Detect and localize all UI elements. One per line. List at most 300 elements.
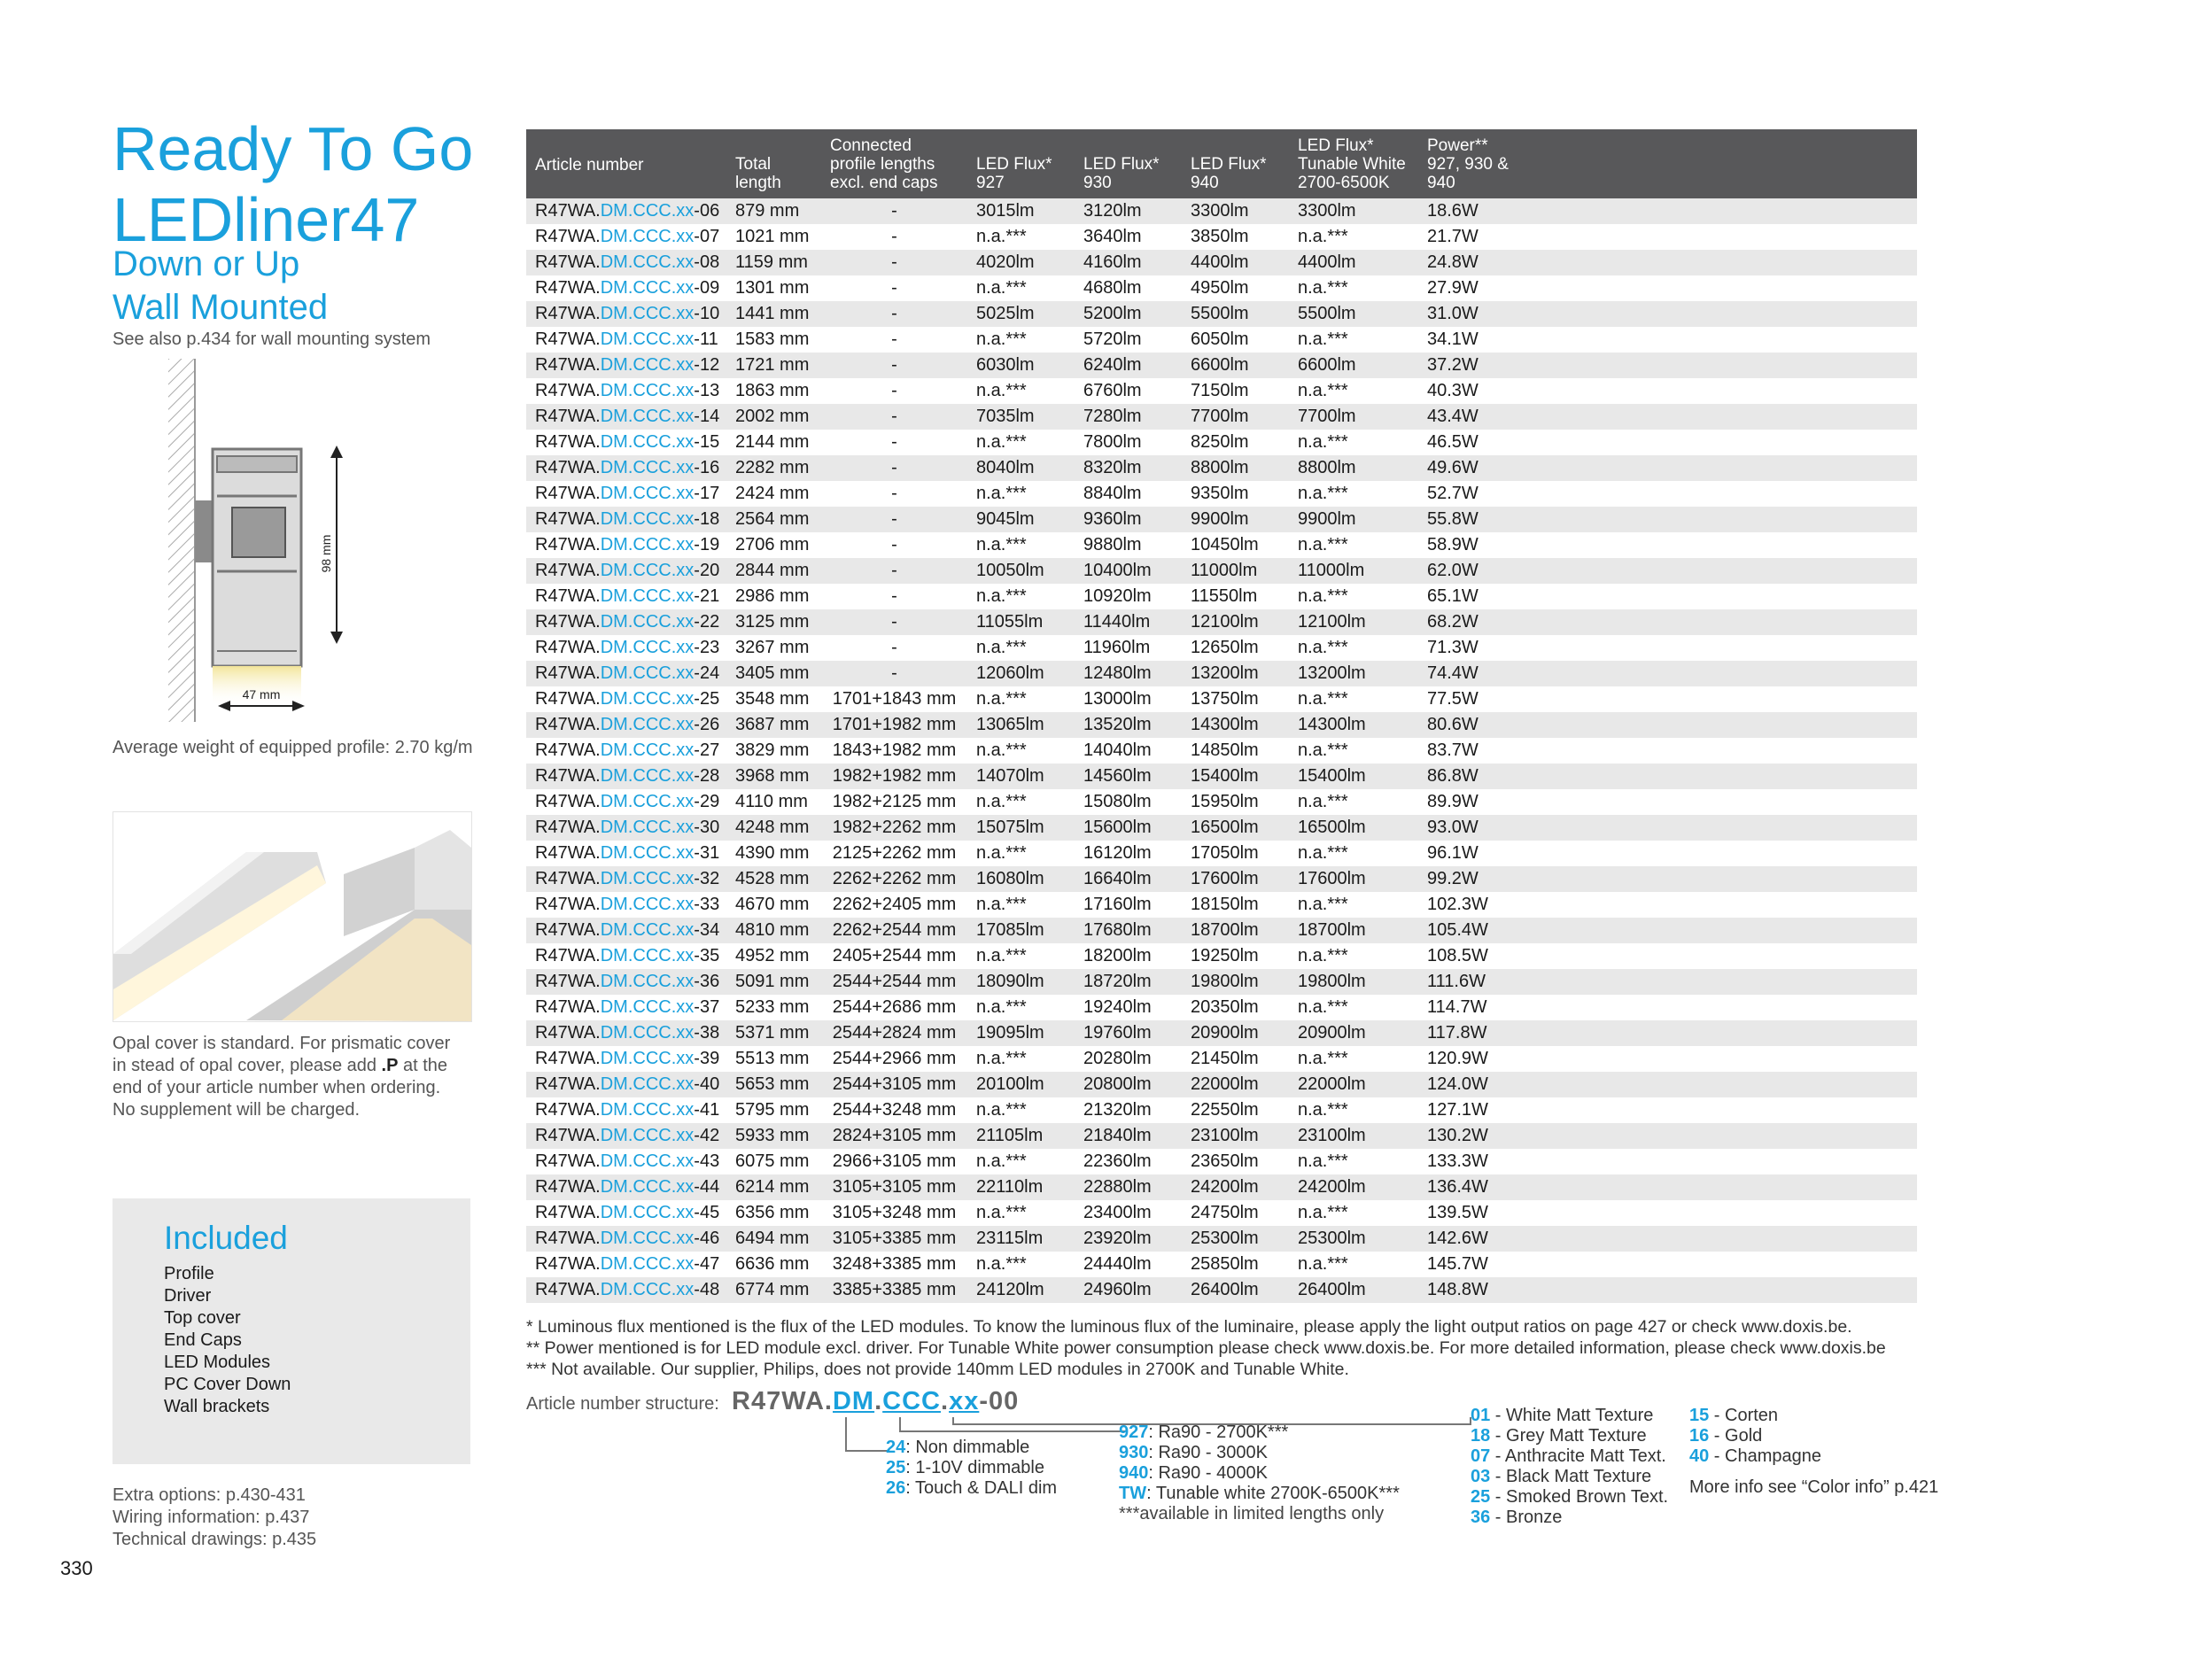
table-row xyxy=(526,712,1917,738)
table-row xyxy=(526,841,1917,866)
subtitle-2: Wall Mounted xyxy=(113,288,329,327)
total-length-cell: 2564 mm xyxy=(726,507,821,532)
flux-940-cell: 3300lm xyxy=(1182,198,1289,224)
total-length-cell: 6636 mm xyxy=(726,1252,821,1277)
footnote-power: ** Power mentioned is for LED module excl. driver. For Tunable White power consumption please check www.doxis.be. For more detailed information, please check www.doxis.be xyxy=(526,1338,1886,1358)
article-number-cell: R47WA.DM.CCC.xx-10 xyxy=(526,301,726,327)
flux-927-cell: n.a.*** xyxy=(967,327,1075,353)
power-cell: 31.0W xyxy=(1418,301,1917,327)
flux-930-cell: 13520lm xyxy=(1075,712,1182,738)
total-length-cell: 2002 mm xyxy=(726,404,821,430)
flux-927-cell: 24120lm xyxy=(967,1277,1075,1303)
power-cell: 120.9W xyxy=(1418,1046,1917,1072)
total-length-cell: 879 mm xyxy=(726,198,821,224)
header-flux-927: LED Flux* 927 xyxy=(967,129,1075,198)
connected-lengths-cell: - xyxy=(821,558,967,584)
power-cell: 142.6W xyxy=(1418,1226,1917,1252)
flux-tw-cell: n.a.*** xyxy=(1289,1097,1418,1123)
color-option: 03 - Black Matt Texture xyxy=(1471,1467,1652,1486)
power-cell: 102.3W xyxy=(1418,892,1917,918)
power-cell: 96.1W xyxy=(1418,841,1917,866)
article-number-cell: R47WA.DM.CCC.xx-29 xyxy=(526,789,726,815)
flux-940-cell: 20350lm xyxy=(1182,995,1289,1020)
flux-940-cell: 23100lm xyxy=(1182,1123,1289,1149)
flux-927-cell: 22110lm xyxy=(967,1174,1075,1200)
flux-tw-cell: n.a.*** xyxy=(1289,378,1418,404)
flux-930-cell: 11440lm xyxy=(1075,609,1182,635)
article-number-cell: R47WA.DM.CCC.xx-23 xyxy=(526,635,726,661)
flux-940-cell: 5500lm xyxy=(1182,301,1289,327)
flux-940-cell: 8250lm xyxy=(1182,430,1289,455)
flux-930-cell: 17160lm xyxy=(1075,892,1182,918)
table-row xyxy=(526,918,1917,943)
connected-lengths-cell: 2544+2686 mm xyxy=(821,995,967,1020)
table-row xyxy=(526,1072,1917,1097)
flux-tw-cell: n.a.*** xyxy=(1289,789,1418,815)
flux-930-cell: 4680lm xyxy=(1075,275,1182,301)
flux-927-cell: 15075lm xyxy=(967,815,1075,841)
cct-option: 940: Ra90 - 4000K xyxy=(1119,1463,1268,1483)
table-row xyxy=(526,609,1917,635)
wiring-info-link: Wiring information: p.437 xyxy=(113,1508,310,1527)
total-length-cell: 5091 mm xyxy=(726,969,821,995)
table-row xyxy=(526,969,1917,995)
flux-927-cell: 16080lm xyxy=(967,866,1075,892)
article-number-cell: R47WA.DM.CCC.xx-39 xyxy=(526,1046,726,1072)
power-cell: 62.0W xyxy=(1418,558,1917,584)
power-cell: 93.0W xyxy=(1418,815,1917,841)
flux-927-cell: n.a.*** xyxy=(967,378,1075,404)
power-cell: 71.3W xyxy=(1418,635,1917,661)
connected-lengths-cell: - xyxy=(821,378,967,404)
included-box xyxy=(113,1198,470,1464)
flux-927-cell: 21105lm xyxy=(967,1123,1075,1149)
article-number-cell: R47WA.DM.CCC.xx-15 xyxy=(526,430,726,455)
article-number-cell: R47WA.DM.CCC.xx-14 xyxy=(526,404,726,430)
flux-930-cell: 21320lm xyxy=(1075,1097,1182,1123)
flux-tw-cell: n.a.*** xyxy=(1289,481,1418,507)
power-cell: 127.1W xyxy=(1418,1097,1917,1123)
total-length-cell: 6075 mm xyxy=(726,1149,821,1174)
flux-940-cell: 13200lm xyxy=(1182,661,1289,686)
included-item: Top cover xyxy=(164,1308,241,1328)
flux-940-cell: 24200lm xyxy=(1182,1174,1289,1200)
table-row xyxy=(526,866,1917,892)
flux-940-cell: 12650lm xyxy=(1182,635,1289,661)
cct-options xyxy=(1119,1423,1400,1524)
flux-940-cell: 24750lm xyxy=(1182,1200,1289,1226)
article-table xyxy=(526,129,1917,1303)
total-length-cell: 2706 mm xyxy=(726,532,821,558)
total-length-cell: 3829 mm xyxy=(726,738,821,764)
total-length-cell: 4528 mm xyxy=(726,866,821,892)
flux-927-cell: 7035lm xyxy=(967,404,1075,430)
flux-930-cell: 18200lm xyxy=(1075,943,1182,969)
flux-940-cell: 25300lm xyxy=(1182,1226,1289,1252)
flux-tw-cell: 20900lm xyxy=(1289,1020,1418,1046)
flux-927-cell: n.a.*** xyxy=(967,635,1075,661)
page-title xyxy=(113,113,473,255)
flux-940-cell: 14850lm xyxy=(1182,738,1289,764)
total-length-cell: 6214 mm xyxy=(726,1174,821,1200)
article-number-cell: R47WA.DM.CCC.xx-31 xyxy=(526,841,726,866)
article-number-cell: R47WA.DM.CCC.xx-26 xyxy=(526,712,726,738)
flux-927-cell: n.a.*** xyxy=(967,224,1075,250)
article-number-cell: R47WA.DM.CCC.xx-37 xyxy=(526,995,726,1020)
flux-tw-cell: n.a.*** xyxy=(1289,1046,1418,1072)
power-cell: 55.8W xyxy=(1418,507,1917,532)
article-number-cell: R47WA.DM.CCC.xx-36 xyxy=(526,969,726,995)
connected-lengths-cell: - xyxy=(821,301,967,327)
total-length-cell: 6494 mm xyxy=(726,1226,821,1252)
flux-tw-cell: n.a.*** xyxy=(1289,275,1418,301)
power-cell: 21.7W xyxy=(1418,224,1917,250)
cct-option: 930: Ra90 - 3000K xyxy=(1119,1443,1268,1462)
connected-lengths-cell: 3105+3385 mm xyxy=(821,1226,967,1252)
article-number-cell: R47WA.DM.CCC.xx-25 xyxy=(526,686,726,712)
connected-lengths-cell: 3105+3248 mm xyxy=(821,1200,967,1226)
article-number-cell: R47WA.DM.CCC.xx-45 xyxy=(526,1200,726,1226)
flux-940-cell: 7700lm xyxy=(1182,404,1289,430)
flux-930-cell: 3120lm xyxy=(1075,198,1182,224)
flux-927-cell: n.a.*** xyxy=(967,430,1075,455)
color-option: 25 - Smoked Brown Text. xyxy=(1471,1487,1669,1507)
flux-927-cell: 4020lm xyxy=(967,250,1075,275)
flux-930-cell: 14560lm xyxy=(1075,764,1182,789)
connected-lengths-cell: 2262+2544 mm xyxy=(821,918,967,943)
table-row xyxy=(526,815,1917,841)
table-row xyxy=(526,764,1917,789)
structure-code: R47WA.DM.CCC.xx-00 xyxy=(732,1387,1020,1415)
flux-940-cell: 4400lm xyxy=(1182,250,1289,275)
weight-note: Average weight of equipped profile: 2.70 kg/m xyxy=(113,738,473,757)
structure-label: Article number structure: xyxy=(526,1394,719,1414)
flux-tw-cell: n.a.*** xyxy=(1289,327,1418,353)
flux-940-cell: 11550lm xyxy=(1182,584,1289,609)
flux-927-cell: 6030lm xyxy=(967,353,1075,378)
flux-940-cell: 26400lm xyxy=(1182,1277,1289,1303)
flux-940-cell: 22000lm xyxy=(1182,1072,1289,1097)
flux-927-cell: n.a.*** xyxy=(967,1046,1075,1072)
flux-930-cell: 23400lm xyxy=(1075,1200,1182,1226)
dimming-option: 26: Touch & DALI dim xyxy=(886,1478,1058,1498)
power-cell: 148.8W xyxy=(1418,1277,1917,1303)
connected-lengths-cell: 1982+2262 mm xyxy=(821,815,967,841)
cct-option: TW: Tunable white 2700K-6500K*** xyxy=(1119,1484,1400,1503)
flux-940-cell: 3850lm xyxy=(1182,224,1289,250)
flux-940-cell: 7150lm xyxy=(1182,378,1289,404)
flux-927-cell: n.a.*** xyxy=(967,532,1075,558)
flux-930-cell: 23920lm xyxy=(1075,1226,1182,1252)
connected-lengths-cell: 2544+2544 mm xyxy=(821,969,967,995)
flux-927-cell: n.a.*** xyxy=(967,789,1075,815)
table-row xyxy=(526,1174,1917,1200)
flux-tw-cell: 23100lm xyxy=(1289,1123,1418,1149)
color-option: 40 - Champagne xyxy=(1689,1446,1821,1466)
flux-930-cell: 19760lm xyxy=(1075,1020,1182,1046)
included-item: End Caps xyxy=(164,1330,242,1350)
flux-tw-cell: n.a.*** xyxy=(1289,584,1418,609)
flux-940-cell: 19250lm xyxy=(1182,943,1289,969)
cct-note: ***available in limited lengths only xyxy=(1119,1504,1385,1523)
connected-lengths-cell: 2544+3248 mm xyxy=(821,1097,967,1123)
title-line1: Ready To Go xyxy=(113,114,474,183)
power-cell: 86.8W xyxy=(1418,764,1917,789)
cct-option: 927: Ra90 - 2700K*** xyxy=(1119,1423,1289,1442)
table-row xyxy=(526,1252,1917,1277)
article-number-cell: R47WA.DM.CCC.xx-47 xyxy=(526,1252,726,1277)
footnote-na: *** Not available. Our supplier, Philips, does not provide 140mm LED modules in 2700K and Tunable White. xyxy=(526,1360,1349,1379)
table-row xyxy=(526,301,1917,327)
footnotes xyxy=(526,1316,1886,1380)
power-cell: 133.3W xyxy=(1418,1149,1917,1174)
total-length-cell: 1721 mm xyxy=(726,353,821,378)
connected-lengths-cell: 1843+1982 mm xyxy=(821,738,967,764)
flux-tw-cell: 26400lm xyxy=(1289,1277,1418,1303)
flux-tw-cell: 24200lm xyxy=(1289,1174,1418,1200)
total-length-cell: 1863 mm xyxy=(726,378,821,404)
article-number-cell: R47WA.DM.CCC.xx-17 xyxy=(526,481,726,507)
flux-930-cell: 5200lm xyxy=(1075,301,1182,327)
table-row xyxy=(526,1020,1917,1046)
flux-940-cell: 20900lm xyxy=(1182,1020,1289,1046)
included-item: Wall brackets xyxy=(164,1397,270,1416)
power-cell: 83.7W xyxy=(1418,738,1917,764)
article-number-cell: R47WA.DM.CCC.xx-13 xyxy=(526,378,726,404)
flux-927-cell: n.a.*** xyxy=(967,1200,1075,1226)
flux-930-cell: 20800lm xyxy=(1075,1072,1182,1097)
connected-lengths-cell: - xyxy=(821,635,967,661)
connected-lengths-cell: - xyxy=(821,481,967,507)
flux-tw-cell: 15400lm xyxy=(1289,764,1418,789)
color-option: 18 - Grey Matt Texture xyxy=(1471,1426,1647,1446)
total-length-cell: 4670 mm xyxy=(726,892,821,918)
flux-927-cell: n.a.*** xyxy=(967,686,1075,712)
table-row xyxy=(526,892,1917,918)
flux-tw-cell: 6600lm xyxy=(1289,353,1418,378)
power-cell: 58.9W xyxy=(1418,532,1917,558)
flux-tw-cell: n.a.*** xyxy=(1289,635,1418,661)
flux-930-cell: 14040lm xyxy=(1075,738,1182,764)
color-option: 16 - Gold xyxy=(1689,1426,1763,1446)
flux-tw-cell: n.a.*** xyxy=(1289,892,1418,918)
total-length-cell: 4952 mm xyxy=(726,943,821,969)
article-number-cell: R47WA.DM.CCC.xx-30 xyxy=(526,815,726,841)
connected-lengths-cell: - xyxy=(821,430,967,455)
flux-tw-cell: n.a.*** xyxy=(1289,841,1418,866)
flux-927-cell: 14070lm xyxy=(967,764,1075,789)
included-item: PC Cover Down xyxy=(164,1375,291,1394)
article-number-cell: R47WA.DM.CCC.xx-27 xyxy=(526,738,726,764)
table-row xyxy=(526,404,1917,430)
flux-930-cell: 9880lm xyxy=(1075,532,1182,558)
flux-927-cell: n.a.*** xyxy=(967,275,1075,301)
table-row xyxy=(526,1277,1917,1303)
table-row xyxy=(526,198,1917,224)
connected-lengths-cell: 1982+1982 mm xyxy=(821,764,967,789)
width-dim-label: 47 mm xyxy=(242,687,281,702)
table-row xyxy=(526,558,1917,584)
flux-930-cell: 16120lm xyxy=(1075,841,1182,866)
flux-940-cell: 6050lm xyxy=(1182,327,1289,353)
flux-927-cell: n.a.*** xyxy=(967,1097,1075,1123)
flux-927-cell: 9045lm xyxy=(967,507,1075,532)
connected-lengths-cell: 2544+2824 mm xyxy=(821,1020,967,1046)
header-flux-930: LED Flux* 930 xyxy=(1075,129,1182,198)
flux-930-cell: 5720lm xyxy=(1075,327,1182,353)
flux-927-cell: 11055lm xyxy=(967,609,1075,635)
flux-tw-cell: 13200lm xyxy=(1289,661,1418,686)
total-length-cell: 5371 mm xyxy=(726,1020,821,1046)
flux-tw-cell: 14300lm xyxy=(1289,712,1418,738)
see-also-note: See also p.434 for wall mounting system xyxy=(113,329,431,349)
header-connected: Connected profile lengths excl. end caps xyxy=(821,129,967,198)
table-row xyxy=(526,532,1917,558)
connected-lengths-cell: 3105+3105 mm xyxy=(821,1174,967,1200)
power-cell: 111.6W xyxy=(1418,969,1917,995)
flux-940-cell: 17600lm xyxy=(1182,866,1289,892)
table-row xyxy=(526,1149,1917,1174)
flux-940-cell: 9900lm xyxy=(1182,507,1289,532)
article-number-cell: R47WA.DM.CCC.xx-20 xyxy=(526,558,726,584)
connected-lengths-cell: - xyxy=(821,507,967,532)
flux-930-cell: 3640lm xyxy=(1075,224,1182,250)
table-header xyxy=(526,129,1917,198)
flux-tw-cell: n.a.*** xyxy=(1289,1149,1418,1174)
table-row xyxy=(526,507,1917,532)
flux-930-cell: 8840lm xyxy=(1075,481,1182,507)
table-row xyxy=(526,378,1917,404)
flux-tw-cell: 3300lm xyxy=(1289,198,1418,224)
flux-940-cell: 16500lm xyxy=(1182,815,1289,841)
table-row xyxy=(526,1200,1917,1226)
power-cell: 46.5W xyxy=(1418,430,1917,455)
power-cell: 99.2W xyxy=(1418,866,1917,892)
flux-927-cell: 5025lm xyxy=(967,301,1075,327)
table-row xyxy=(526,1046,1917,1072)
flux-930-cell: 9360lm xyxy=(1075,507,1182,532)
connected-lengths-cell: 2824+3105 mm xyxy=(821,1123,967,1149)
flux-927-cell: n.a.*** xyxy=(967,892,1075,918)
total-length-cell: 2282 mm xyxy=(726,455,821,481)
table-row xyxy=(526,1123,1917,1149)
power-cell: 40.3W xyxy=(1418,378,1917,404)
article-number-cell: R47WA.DM.CCC.xx-09 xyxy=(526,275,726,301)
article-number-cell: R47WA.DM.CCC.xx-16 xyxy=(526,455,726,481)
connected-lengths-cell: - xyxy=(821,198,967,224)
table-row xyxy=(526,250,1917,275)
power-cell: 145.7W xyxy=(1418,1252,1917,1277)
technical-drawings-link: Technical drawings: p.435 xyxy=(113,1530,317,1549)
table-row xyxy=(526,224,1917,250)
flux-tw-cell: n.a.*** xyxy=(1289,738,1418,764)
title-line2: LEDliner47 xyxy=(113,185,420,254)
article-number-cell: R47WA.DM.CCC.xx-41 xyxy=(526,1097,726,1123)
total-length-cell: 3687 mm xyxy=(726,712,821,738)
header-total: Total length xyxy=(726,129,821,198)
connected-lengths-cell: - xyxy=(821,224,967,250)
flux-940-cell: 9350lm xyxy=(1182,481,1289,507)
total-length-cell: 5795 mm xyxy=(726,1097,821,1123)
power-cell: 136.4W xyxy=(1418,1174,1917,1200)
header-flux-940: LED Flux* 940 xyxy=(1182,129,1289,198)
flux-tw-cell: 25300lm xyxy=(1289,1226,1418,1252)
flux-tw-cell: n.a.*** xyxy=(1289,943,1418,969)
included-item: Profile xyxy=(164,1264,214,1283)
article-number-cell: R47WA.DM.CCC.xx-32 xyxy=(526,866,726,892)
flux-930-cell: 24440lm xyxy=(1075,1252,1182,1277)
table-row xyxy=(526,1097,1917,1123)
total-length-cell: 6774 mm xyxy=(726,1277,821,1303)
flux-930-cell: 11960lm xyxy=(1075,635,1182,661)
flux-940-cell: 19800lm xyxy=(1182,969,1289,995)
power-cell: 65.1W xyxy=(1418,584,1917,609)
article-number-cell: R47WA.DM.CCC.xx-21 xyxy=(526,584,726,609)
total-length-cell: 3968 mm xyxy=(726,764,821,789)
total-length-cell: 4390 mm xyxy=(726,841,821,866)
article-number-cell: R47WA.DM.CCC.xx-44 xyxy=(526,1174,726,1200)
flux-tw-cell: 7700lm xyxy=(1289,404,1418,430)
total-length-cell: 4248 mm xyxy=(726,815,821,841)
article-number-cell: R47WA.DM.CCC.xx-42 xyxy=(526,1123,726,1149)
flux-930-cell: 22880lm xyxy=(1075,1174,1182,1200)
total-length-cell: 5933 mm xyxy=(726,1123,821,1149)
article-number-cell: R47WA.DM.CCC.xx-43 xyxy=(526,1149,726,1174)
connected-lengths-cell: - xyxy=(821,661,967,686)
table-body xyxy=(526,198,1917,1303)
flux-930-cell: 18720lm xyxy=(1075,969,1182,995)
power-cell: 34.1W xyxy=(1418,327,1917,353)
article-number-cell: R47WA.DM.CCC.xx-46 xyxy=(526,1226,726,1252)
flux-927-cell: n.a.*** xyxy=(967,481,1075,507)
header-flux-tw: LED Flux* Tunable White 2700-6500K xyxy=(1289,129,1418,198)
flux-940-cell: 21450lm xyxy=(1182,1046,1289,1072)
article-number-cell: R47WA.DM.CCC.xx-11 xyxy=(526,327,726,353)
flux-940-cell: 12100lm xyxy=(1182,609,1289,635)
flux-tw-cell: 11000lm xyxy=(1289,558,1418,584)
table-row xyxy=(526,738,1917,764)
article-number-cell: R47WA.DM.CCC.xx-22 xyxy=(526,609,726,635)
product-photo xyxy=(113,811,472,1022)
power-cell: 77.5W xyxy=(1418,686,1917,712)
flux-930-cell: 7280lm xyxy=(1075,404,1182,430)
flux-930-cell: 4160lm xyxy=(1075,250,1182,275)
connected-lengths-cell: - xyxy=(821,327,967,353)
color-info-note: More info see “Color info” p.421 xyxy=(1689,1477,1939,1497)
article-number-cell: R47WA.DM.CCC.xx-24 xyxy=(526,661,726,686)
power-cell: 105.4W xyxy=(1418,918,1917,943)
connected-lengths-cell: 3385+3385 mm xyxy=(821,1277,967,1303)
connected-lengths-cell: - xyxy=(821,609,967,635)
flux-930-cell: 12480lm xyxy=(1075,661,1182,686)
power-cell: 52.7W xyxy=(1418,481,1917,507)
flux-930-cell: 15600lm xyxy=(1075,815,1182,841)
flux-927-cell: 8040lm xyxy=(967,455,1075,481)
flux-tw-cell: 22000lm xyxy=(1289,1072,1418,1097)
connected-lengths-cell: 1701+1982 mm xyxy=(821,712,967,738)
connected-lengths-cell: - xyxy=(821,404,967,430)
connected-lengths-cell: - xyxy=(821,275,967,301)
color-option: 01 - White Matt Texture xyxy=(1471,1406,1654,1425)
included-list xyxy=(164,1263,291,1418)
profile-cross-section xyxy=(168,359,363,722)
article-number-cell: R47WA.DM.CCC.xx-08 xyxy=(526,250,726,275)
connected-lengths-cell: 3248+3385 mm xyxy=(821,1252,967,1277)
extra-options-link: Extra options: p.430-431 xyxy=(113,1485,306,1505)
flux-927-cell: n.a.*** xyxy=(967,841,1075,866)
article-number-cell: R47WA.DM.CCC.xx-35 xyxy=(526,943,726,969)
total-length-cell: 5233 mm xyxy=(726,995,821,1020)
